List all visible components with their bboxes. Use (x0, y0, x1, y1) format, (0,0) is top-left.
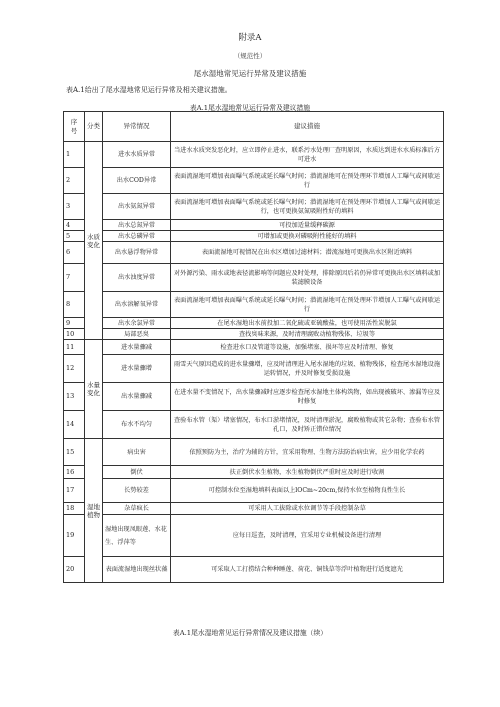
intro-paragraph: 表A.1给出了尾水湿地常见运行异常及相关建议措施。 (66, 86, 232, 94)
table-row: 7 出水浊度异常 对外源污染、雨水或地表径流影响等问题应及时处理，排除原因后若仍异常可更换出水区填料或加装滤膜设备 (64, 264, 444, 292)
table-row: 1 水质变化 进水水质异常 当进水水质突发恶化时，应立即停止进水，联系污水处理厂查明原因，水质达到进水水质标准后方可进水 (64, 142, 444, 168)
table-row: 3 出水氨氮异常 表面流湿地可增加表面曝气系统或延长曝气时间；潜流湿地可在预处理环节增加人工曝气或间歇运行，也可更换氨氮吸附性好的填料 (64, 194, 444, 220)
appendix-title: 附录A (238, 33, 262, 43)
table-row: 11 水量变化 进水量骤减 检查进水口及管道等设施，加强堵塞、损坏等应及时清理、修复 (64, 340, 444, 355)
table-row: 14 布水不均匀 查验布水管（渠）堵塞情况，布水口淤堵情况，及时清理淤泥，腐败植物或其它杂物；查验布水管孔口，及时矫正错位情况 (64, 411, 444, 439)
table-row: 4 出水总氮异常 可投加适量缓释碳源 (64, 220, 444, 231)
appendix-nature: （规范性） (233, 52, 267, 60)
category-plant: 湿地植物 (85, 439, 103, 583)
header-category: 分类 (85, 112, 103, 142)
table-row: 2 出水COD异常 表面流湿地可增加表面曝气系统或延长曝气时间；潜流湿地可在预处理环节增加人工曝气或间歇运行 (64, 168, 444, 194)
table-row: 17 长势较差 可控制水位至湿地填料表面以上lOCm~20cm,保持水位至植物良性生长 (64, 479, 444, 503)
table-row: 10 局部恶臭 查找臭味来源，及时清理腐败动植物残体、垃圾等 (64, 329, 444, 340)
header-measures: 建议措施 (171, 112, 444, 142)
category-water: 水质变化 (85, 142, 103, 340)
category-level: 水量变化 (85, 340, 103, 439)
table-row: 6 出水悬浮物异常 表面流湿地可视情况在出水区增加过滤材料；潜流湿地可更换出水区附近填料 (64, 242, 444, 264)
table-row: 20 表面流湿地出现丝状藻 可采取人工打捞结合种种睡莲、荷花、铜钱草等浮叶植物进行适度遮光 (64, 557, 444, 583)
header-situation: 异常情况 (103, 112, 171, 142)
table-row: 16 倒伏 扶正倒伏水生植物，水生植物倒伏严重时应及时进行收割 (64, 466, 444, 479)
table-row: 15 湿地植物 病虫害 依照预防为主，治疗为辅的方针，宜采用物理、生物方法防治病虫害，应少用化学农药 (64, 439, 444, 466)
table-caption-continued: 表A.1尾水湿地常见运行异常情况及建议措施（续） (172, 629, 328, 637)
table-row: 5 出水总磷异常 可增加或更换对磷吸附性能好的填料 (64, 231, 444, 242)
table-row: 19 湿地出现凤眼莲、水花生、浮萍等 应每日巡查，及时清理，宜采用专业机械设备进行清理 (64, 515, 444, 557)
table-caption: 表A.1尾水湿地常见运行异常及建议措施 (189, 104, 311, 112)
header-no: 序 号 (64, 112, 85, 142)
anomaly-table (63, 111, 444, 583)
table-row: 12 进水量骤增 雨雪天气原因造成的进水量骤增，应及时清理进入尾水湿地的垃圾、植物残体，检查尾水湿地设施运转情况，并及时修复受损设施 (64, 355, 444, 383)
table-row: 18 杂草疯长 可采用人工拔除或水位调节等手段控制杂草 (64, 503, 444, 515)
table-row: 8 出水溶解氧异常 表面流湿地可增加表面曝气系统或延长曝气时间；潜流湿地可在预处理环节增加人工曝气或间歇运行 (64, 292, 444, 318)
table-row: 13 出水量骤减 在进水量不变情况下，出水量骤减时应逐步检查尾水湿地主体构筑物，如出现被破坏、渗漏等应及时修复 (64, 383, 444, 411)
appendix-subtitle: 尾水湿地常见运行异常及建议措施 (193, 69, 307, 78)
table-row: 9 出水余氯异常 在尾水湿地出水前投加二氧化硫或亚硫酸盐，也可使用活性炭脱氯 (64, 318, 444, 329)
table-header-row (64, 112, 444, 142)
